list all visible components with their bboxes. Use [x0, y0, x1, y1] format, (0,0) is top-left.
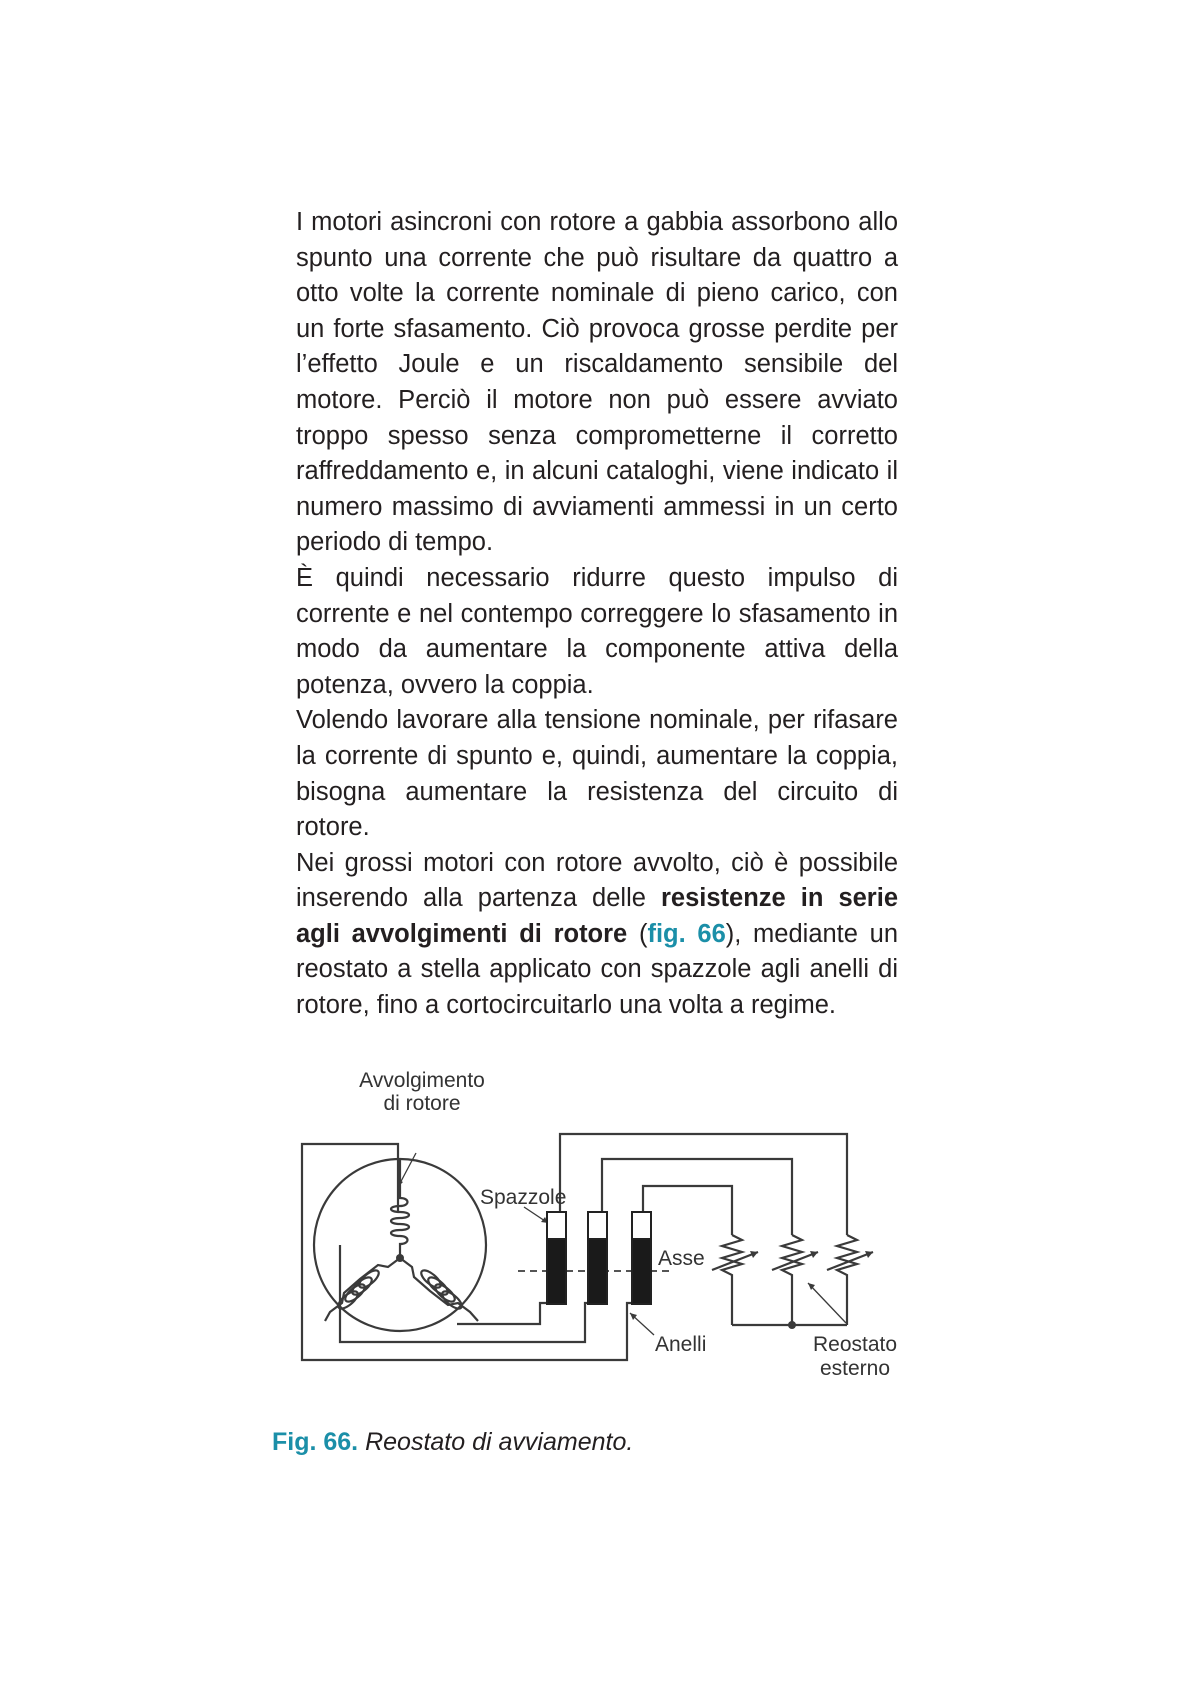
paragraph-1: I motori asincroni con rotore a gabbia assorbono allo spunto una corrente che può risultare da quattro a otto volte la corrente nominale di pieno carico, con un forte sfasamento. Ciò provoca grosse perdite per l’effetto Joule e un riscaldamento sensibile del motore. Perciò il motore non può essere avviato troppo spesso senza comprometterne il corretto raffreddamento e, in alcuni cataloghi, viene indicato il numero massimo di avviamenti ammessi in un certo periodo di tempo. — [296, 208, 898, 557]
brush-2 — [588, 1212, 607, 1239]
ring-1 — [547, 1239, 566, 1304]
label-winding-2: di rotore — [383, 1092, 461, 1115]
circuit-diagram-svg — [290, 1069, 930, 1405]
ring-2 — [588, 1239, 607, 1304]
label-winding-1: Avvolgimento — [359, 1069, 485, 1092]
rheostat-3 — [837, 1235, 857, 1325]
paragraph-3: Volendo lavorare alla tensione nominale, per rifasare la corrente di spunto e, quindi, aumentare la coppia, bisogna aumentare la resistenza del circuito di rotore. — [296, 706, 898, 842]
rheostat-junction-dot — [788, 1321, 796, 1329]
ring-3 — [632, 1239, 651, 1304]
figure-reference-link[interactable]: fig. 66 — [647, 919, 726, 948]
rheostat-2 — [782, 1235, 802, 1325]
caption-title: Reostato di avviamento. — [365, 1428, 634, 1456]
rheostat-1 — [722, 1235, 742, 1325]
coil-left — [325, 1258, 400, 1321]
label-brushes: Spazzole — [480, 1186, 567, 1209]
brush-3 — [632, 1212, 651, 1239]
pointer-rheostat — [808, 1283, 846, 1323]
label-rings: Anelli — [655, 1333, 707, 1356]
caption-number: Fig. 66. — [272, 1428, 359, 1456]
bold-term: resistenze in serie agli avvolgimenti di rotore — [296, 884, 898, 948]
wire-brush2 — [602, 1159, 792, 1235]
body-text — [296, 205, 898, 1024]
coil-right — [400, 1258, 478, 1321]
paren-open: ( — [627, 919, 648, 948]
paragraph-2: È quindi necessario ridurre questo impulso di corrente e nel contempo correggere lo sfasamento in modo da aumentare la componente attiva della potenza, ovvero la coppia. — [296, 563, 898, 699]
star-center-dot — [396, 1254, 404, 1262]
rheostat-diagram — [290, 1069, 930, 1405]
paragraph-4 — [296, 846, 898, 1024]
brush-1 — [547, 1212, 566, 1239]
figure-caption — [272, 1428, 633, 1457]
label-rheostat-2: esterno — [819, 1357, 891, 1380]
coil-top — [391, 1159, 409, 1258]
label-rheostat-1: Reostato — [812, 1333, 898, 1356]
paragraph-4-end: ), mediante un reostato a stella applicato con spazzole agli anelli di rotore, fino a cortocircuitarlo una volta a regime. — [296, 919, 899, 1020]
label-axis: Asse — [658, 1247, 705, 1270]
wire-brush3 — [643, 1186, 732, 1235]
paragraph-4-start: Nei grossi motori con rotore avvolto, ciò è possibile inserendo alla partenza delle — [296, 848, 898, 913]
